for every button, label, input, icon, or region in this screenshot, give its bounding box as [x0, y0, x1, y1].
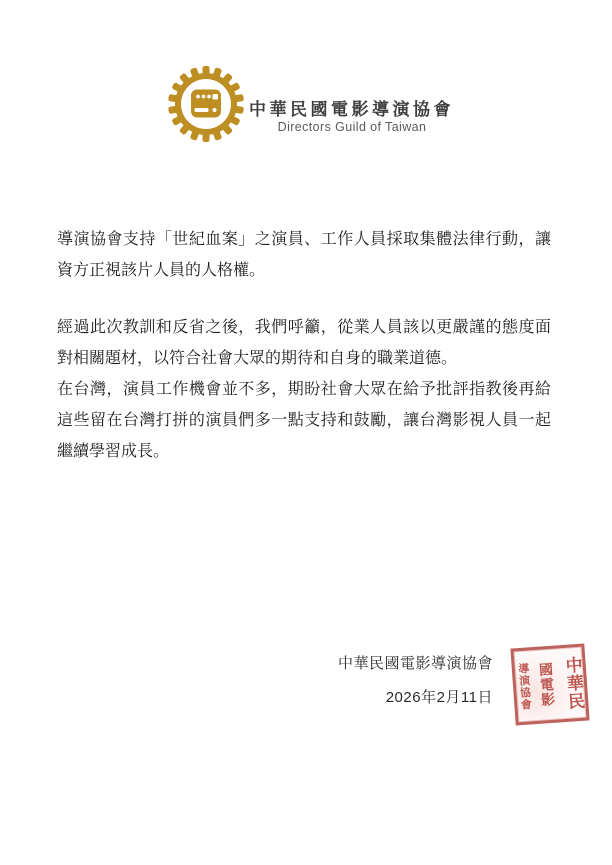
signature-block: [338, 653, 493, 709]
paragraph-legal-action: 導演協會支持「世紀血案」之演員、工作人員採取集體法律行動，讓資方正視該片人員的人格權。: [57, 231, 551, 279]
seal-column-right: 中華民: [562, 655, 585, 711]
letter-body: [57, 224, 551, 467]
seal-column-middle: 國電影: [537, 661, 557, 708]
letterhead-org-name-en: Directors Guild of Taiwan: [277, 120, 427, 134]
paragraph-appeal: 經過此次教訓和反省之後，我們呼籲，從業人員該以更嚴謹的態度面對相關題材，以符合社會大眾的期待和自身的職業道德。: [57, 319, 551, 367]
signature-org-name: 中華民國電影導演協會: [337, 655, 493, 672]
seal-column-left: 導演協會: [516, 661, 532, 711]
red-seal-stamp: [510, 644, 589, 726]
signature-date: 2026年2月11日: [385, 689, 493, 706]
dgt-gear-camera-logo-icon: [167, 65, 245, 143]
paragraph-support: 在台灣，演員工作機會並不多，期盼社會大眾在給予批評指教後再給這些留在台灣打拼的演員們多一點支持和鼓勵，讓台灣影視人員一起繼續學習成長。: [57, 381, 551, 460]
letterhead-org-name-zh: 中華民國電影導演協會: [249, 100, 454, 119]
